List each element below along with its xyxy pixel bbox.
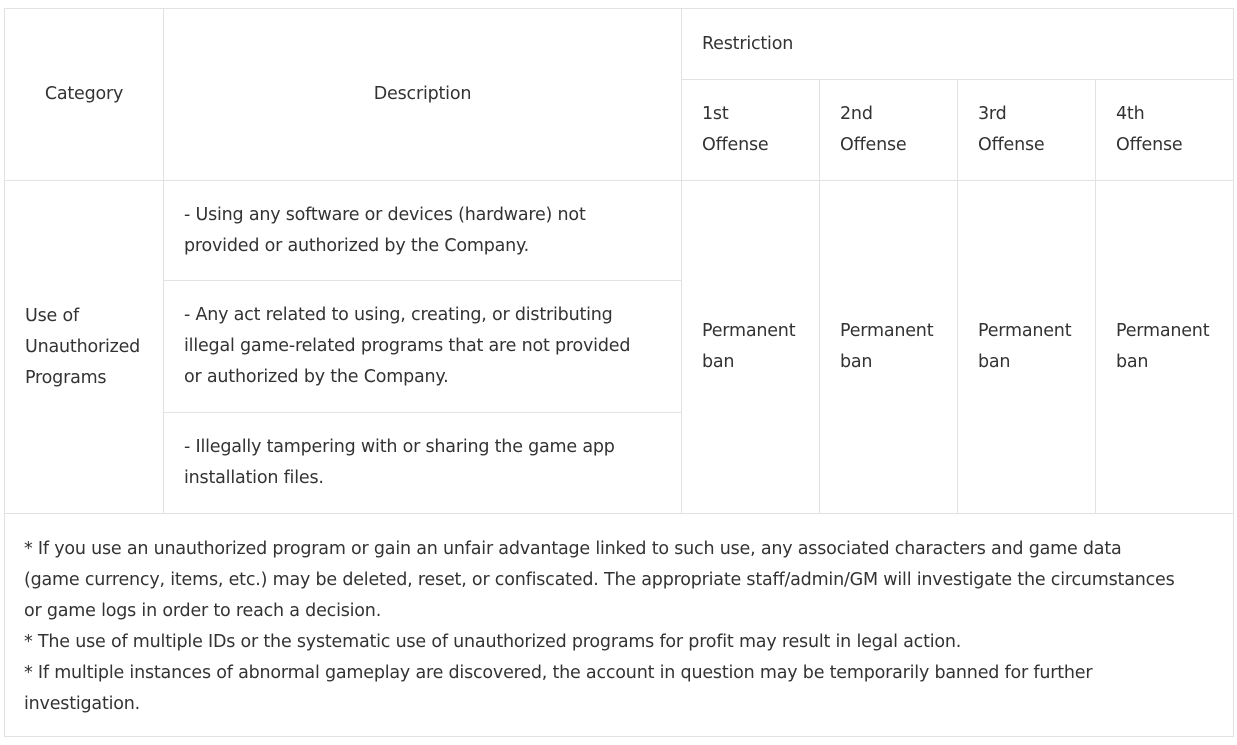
- notes-cell: [5, 514, 1234, 737]
- header-row: [5, 9, 1234, 80]
- category-header: Category: [5, 9, 164, 181]
- offense-label: Offense: [702, 135, 769, 155]
- note-line: * If you use an unauthorized program or gain an unfair advantage linked to such use, any associated characters and game data: [24, 539, 1122, 559]
- description-cell-1: - Using any software or devices (hardware) not provided or authorized by the Company.: [164, 181, 682, 281]
- offense-header-1: [682, 80, 820, 181]
- offense-header-3: [958, 80, 1096, 181]
- offense-label: Offense: [1116, 135, 1183, 155]
- offense-number: 3rd: [978, 104, 1007, 124]
- restriction-table: [4, 8, 1234, 737]
- offense-header-4: [1096, 80, 1234, 181]
- offense-number: 2nd: [840, 104, 873, 124]
- penalty-cell-4: Permanent ban: [1096, 181, 1234, 514]
- category-cell: Use of Unauthorized Programs: [5, 181, 164, 514]
- note-line: * The use of multiple IDs or the systematic use of unauthorized programs for profit may result in legal action.: [24, 632, 962, 652]
- description-header: Description: [164, 9, 682, 181]
- note-line: or game logs in order to reach a decision.: [24, 601, 382, 621]
- note-line: (game currency, items, etc.) may be deleted, reset, or confiscated. The appropriate staff/admin/GM will investigate the circumstances: [24, 570, 1175, 590]
- penalty-cell-1: Permanent ban: [682, 181, 820, 514]
- note-line: * If multiple instances of abnormal gameplay are discovered, the account in question may be temporarily banned for further: [24, 663, 1093, 683]
- description-cell-2: - Any act related to using, creating, or distributing illegal game-related programs that are not provided or authorized by the Company.: [164, 281, 682, 413]
- note-line: investigation.: [24, 694, 141, 714]
- penalty-cell-2: Permanent ban: [820, 181, 958, 514]
- offense-header-2: [820, 80, 958, 181]
- restriction-policy: [4, 8, 1233, 737]
- offense-number: 1st: [702, 104, 729, 124]
- offense-label: Offense: [978, 135, 1045, 155]
- restriction-header: Restriction: [682, 9, 1234, 80]
- notes-row: [5, 514, 1234, 737]
- description-cell-3: - Illegally tampering with or sharing the game app installation files.: [164, 413, 682, 514]
- offense-label: Offense: [840, 135, 907, 155]
- offense-number: 4th: [1116, 104, 1145, 124]
- table-row: [5, 181, 1234, 281]
- penalty-cell-3: Permanent ban: [958, 181, 1096, 514]
